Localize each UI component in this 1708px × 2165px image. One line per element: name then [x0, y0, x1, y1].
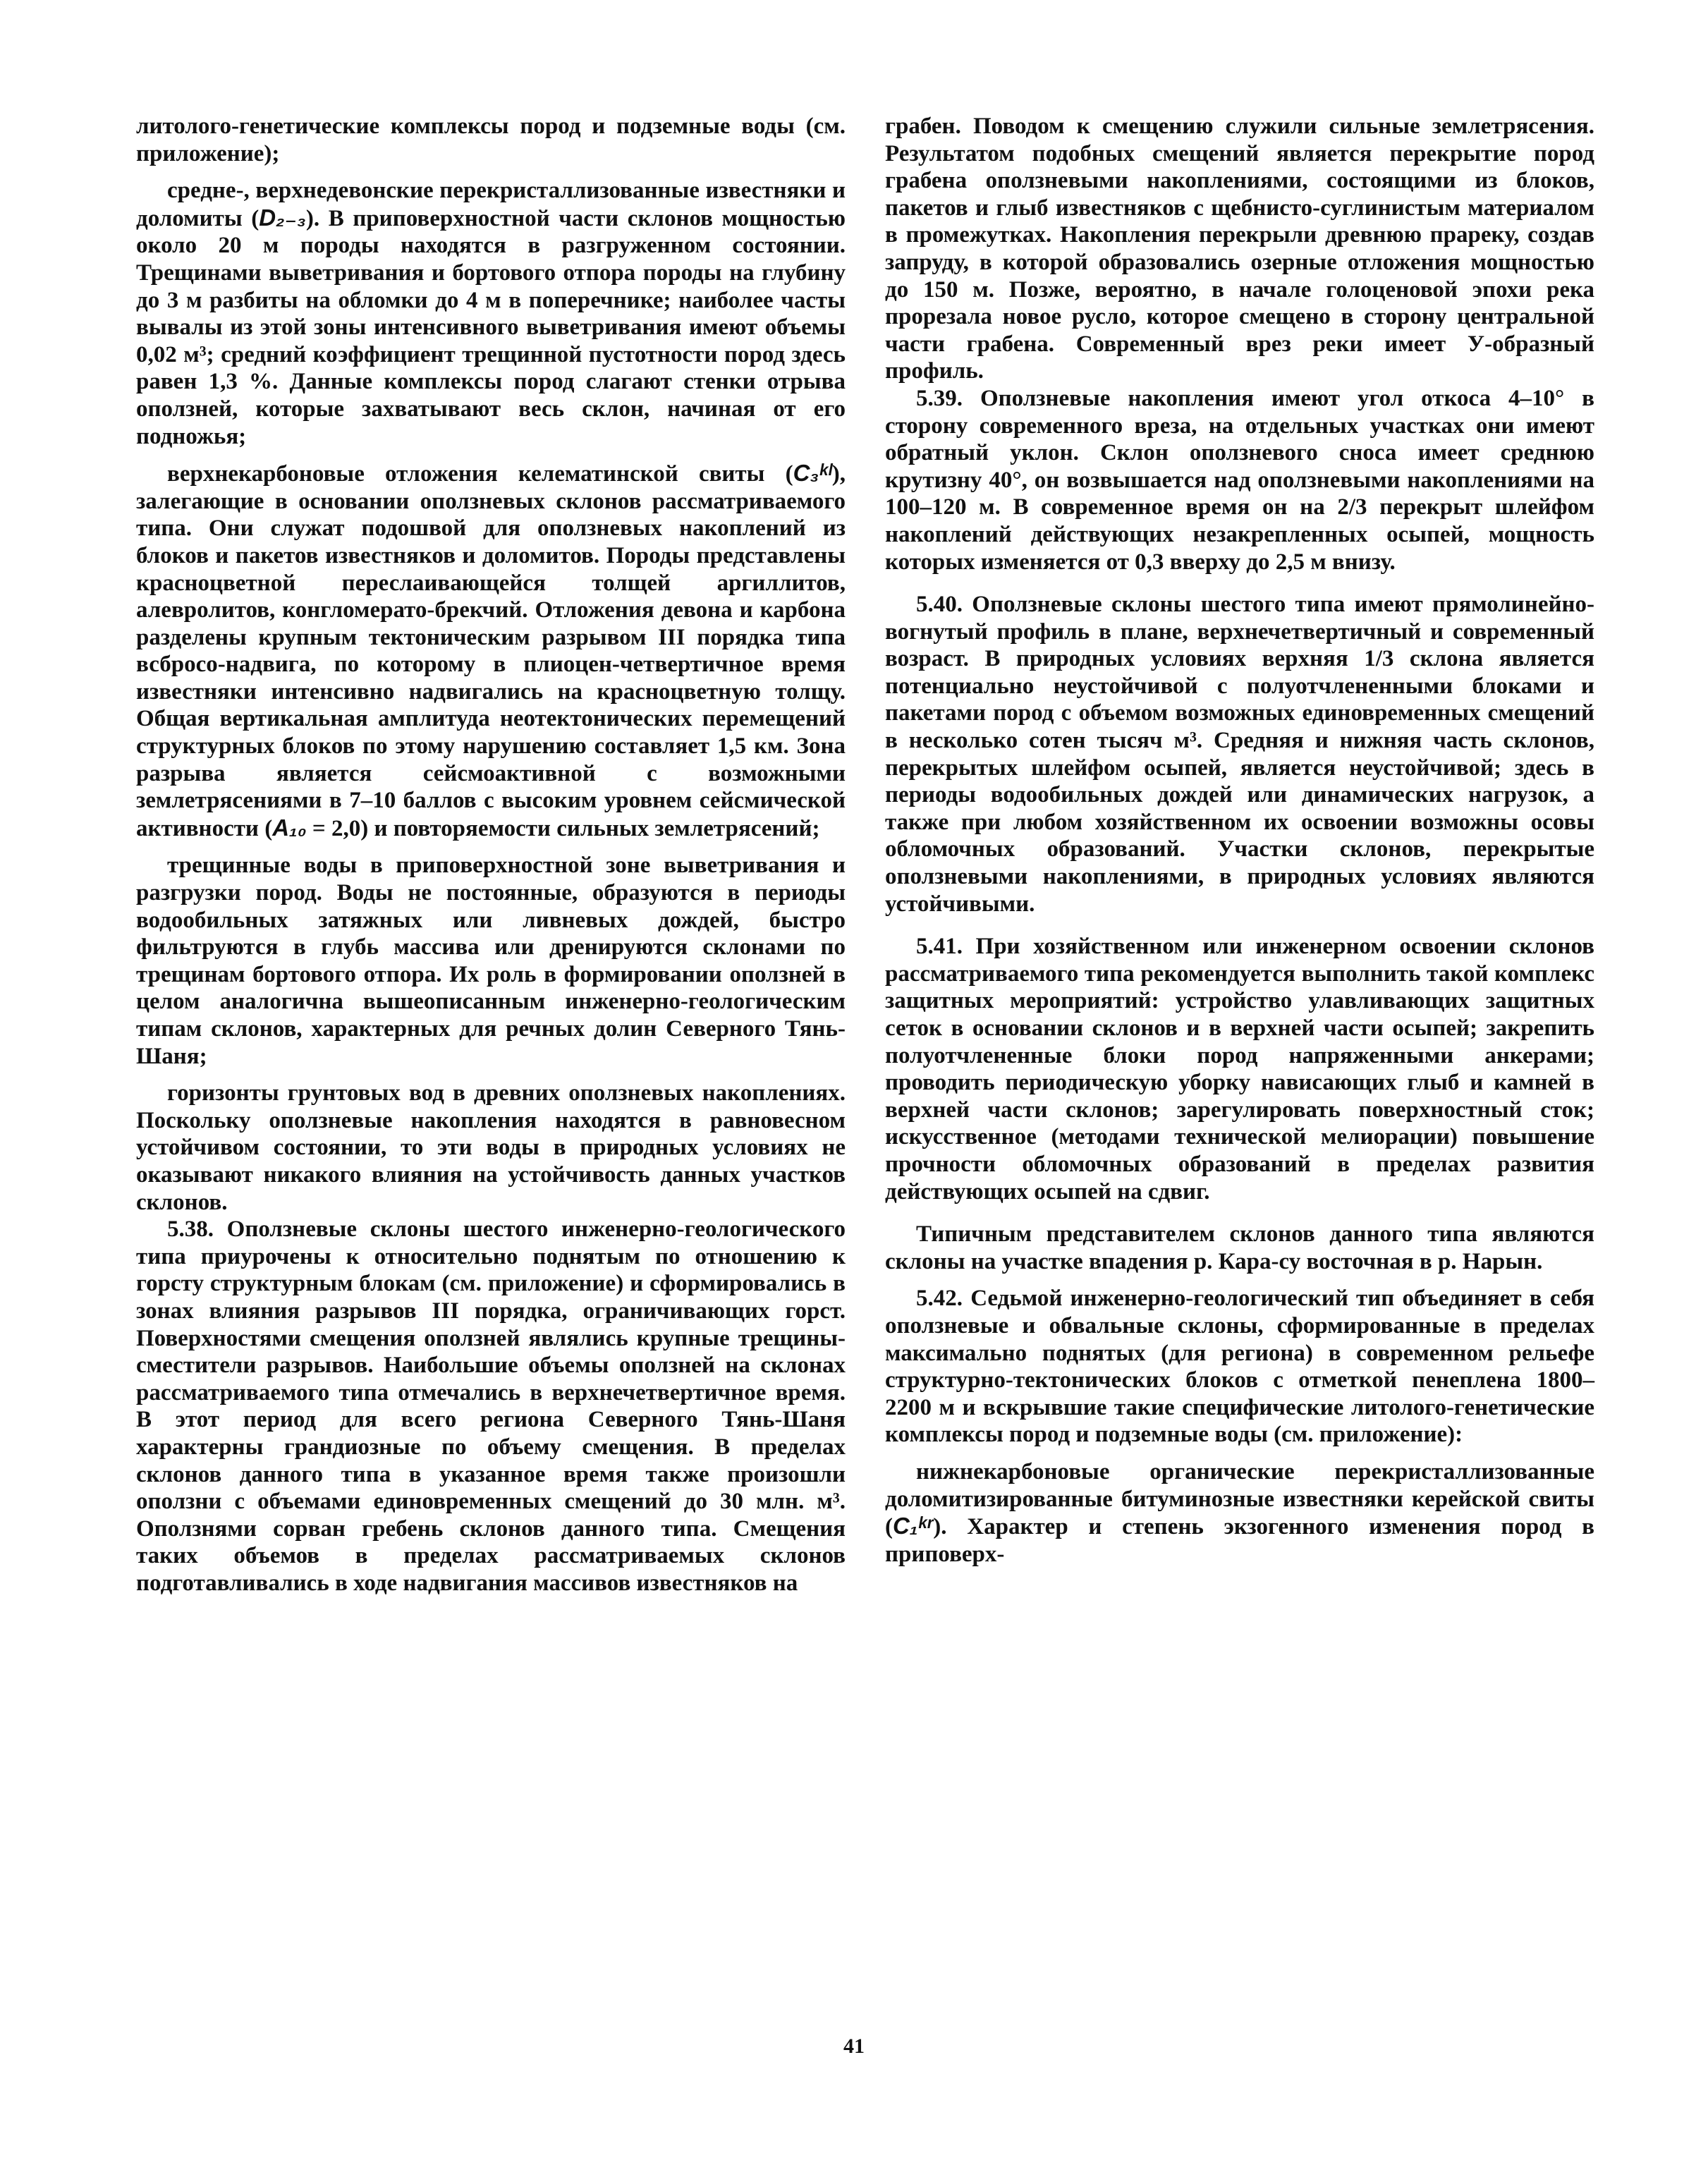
- right-paragraph-2: 5.39. Оползневые накопления имеют угол откоса 4–10° в сторону современного вреза, на отдельных участках они имеют обратный уклон. Склон оползневого сноса имеет среднюю крутизну 40°, он возвышается над оползневыми накоплениями на 100–120 м. В современное время он на 2/3 перекрыт шлейфом накоплений действующих незакрепленных осыпей, мощность которых изменяется от 0,3 вверху до 2,5 м внизу.: [885, 385, 1594, 575]
- right-column: [885, 113, 1594, 1568]
- left-paragraph-6: 5.38. Оползневые склоны шестого инженерно-геологического типа приурочены к относительно поднятым по отношению к горсту структурным блокам (см. приложение) и сформировались в зонах влияния разрывов III порядка, ограничивающих горст. Поверхностями смещения оползней являлись крупные трещины-сместители разрывов. Наибольшие объемы оползней на склонах рассматриваемого типа отмечались в верхнечетвертичное время. В этот период для всего региона Северного Тянь-Шаня характерны грандиозные по объему смещения. В пределах склонов данного типа в указанное время также произошли оползни с объемами единовременных смещений до 30 млн. м³. Оползнями сорван гребень склонов данного типа. Смещения таких объемов в пределах рассматриваемых склонов подготавливались в ходе надвигания массивов известняков на: [136, 1216, 846, 1596]
- left-paragraph-2-text-a: средне-, верхнедевонские перекристаллизованные известняки и доломиты (: [136, 178, 846, 231]
- right-paragraph-1: грабен. Поводом к смещению служили сильные землетрясения. Результатом подобных смещений является перекрытие пород грабена оползневыми накоплениями, состоящими из блоков, пакетов и глыб известняков с щебнисто-суглинистым материалом в промежутках. Накопления перекрыли древнюю прареку, создав запруду, в которой образовались озерные отложения мощностью до 150 м. Позже, вероятно, в начале голоценовой эпохи река прорезала новое русло, которое смещено в сторону центральной части грабена. Современный врез реки имеет У-образный профиль.: [885, 114, 1594, 384]
- right-paragraph-7: [885, 1458, 1594, 1568]
- left-paragraph-3-text-a: верхнекарбоновые отложения келематинской свиты (: [167, 461, 793, 487]
- left-paragraph-2-text-b: ). В приповерхностной части склонов мощностью около 20 м породы находятся в разгруженном состоянии. Трещинами выветривания и бортового отпора породы на глубину до 3 м разбиты на обломки до 4 м в поперечнике; наиболее часты вывалы из этой зоны интенсивного выветривания имеют объемы 0,02 м³; средний коэффициент трещинной пустотности пород здесь равен 1,3 %. Данные комплексы пород слагают стенки отрыва оползней, которые захватывают весь склон, начиная от его подножья;: [136, 205, 846, 449]
- formula-a10: A₁₀: [272, 814, 307, 841]
- right-paragraph-6: 5.42. Седьмой инженерно-геологический тип объединяет в себя оползневые и обвальные склоны, сформированные в пределах максимально поднятых (для региона) в современном рельефе структурно-тектонических блоков с отметкой пенеплена 1800–2200 м и вскрывшие такие специфические литолого-генетические комплексы пород и подземные воды (см. приложение):: [885, 1286, 1594, 1448]
- page-number: 41: [843, 2035, 865, 2058]
- left-paragraph-3-text-c: = 2,0) и повторяемости сильных землетрясений;: [306, 815, 820, 841]
- right-paragraph-7-text-b: ). Характер и степень экзогенного изменения пород в приповерх-: [885, 1514, 1594, 1567]
- right-paragraph-5: Типичным представителем склонов данного типа являются склоны на участке впадения р. Кара-су восточная в р. Нарын.: [885, 1221, 1594, 1274]
- formula-c3-kl: C₃ᵏˡ: [793, 460, 832, 487]
- right-paragraph-4: 5.41. При хозяйственном или инженерном освоении склонов рассматриваемого типа рекомендуется выполнить такой комплекс защитных мероприятий: устройство улавливающих защитных сеток в основании склонов и в верхней части осыпей; закрепить полуотчлененные блоки пород напряженными анкерами; проводить периодическую уборку нависающих глыб и камней в верхней части склонов; зарегулировать поверхностный сток; искусственное (методами технической мелиорации) повышение прочности обломочных образований в пределах развития действующих осыпей на сдвиг.: [885, 934, 1594, 1205]
- left-paragraph-3: [136, 460, 846, 842]
- left-paragraph-3-text-b: ), залегающие в основании оползневых склонов рассматриваемого типа. Они служат подошвой для оползневых накоплений из блоков и пакетов известняков и доломитов. Породы представлены красноцветной переслаивающейся толщей аргиллитов, алевролитов, конгломерато-брекчий. Отложения девона и карбона разделены крупным тектоническим разрывом III порядка типа всбросо-надвига, по которому в плиоцен-четвертичное время известняки интенсивно надвигались на красноцветную толщу. Общая вертикальная амплитуда неотектонических перемещений структурных блоков по этому нарушению составляет 1,5 км. Зона разрыва является сейсмоактивной с возможными землетрясениями в 7–10 баллов с высоким уровнем сейсмической активности (: [136, 461, 846, 841]
- left-paragraph-5: горизонты грунтовых вод в древних оползневых накоплениях. Поскольку оползневые накопления находятся в равновесном устойчивом состоянии, то эти воды в природных условиях не оказывают никакого влияния на устойчивость данных участков склонов.: [136, 1080, 846, 1215]
- left-column: [136, 113, 846, 1597]
- formula-d2-3: D₂₋₃: [259, 204, 306, 231]
- left-paragraph-2: [136, 177, 846, 450]
- right-paragraph-3: 5.40. Оползневые склоны шестого типа имеют прямолинейно-вогнутый профиль в плане, верхнечетвертичный и современный возраст. В природных условиях верхняя 1/3 склона является потенциально неустойчивой с полуотчлененными блоками и пакетами пород с объемом возможных единовременных смещений в несколько сотен тысяч м³. Средняя и нижняя часть склонов, перекрытых шлейфом осыпей, является неустойчивой; здесь в периоды водообильных дождей или динамических нагрузок, а также при любом хозяйственном их освоении возможны осовы обломочных образований. Участки склонов, перекрытые оползневыми накоплениями, в природных условиях являются устойчивыми.: [885, 592, 1594, 917]
- right-paragraph-7-text-a: нижнекарбоновые органические перекристаллизованные доломитизированные битуминозные известняки керейской свиты (: [885, 1458, 1594, 1540]
- left-paragraph-4: трещинные воды в приповерхностной зоне выветривания и разгрузки пород. Воды не постоянные, образуются в периоды водообильных затяжных или ливневых дождей, быстро фильтруются в глубь массива или дренируются склонами по трещинам бортового отпора. Их роль в формировании оползней в целом аналогична вышеописанным инженерно-геологическим типам склонов, характерных для речных долин Северного Тянь-Шаня;: [136, 853, 846, 1069]
- formula-c1-kr: C₁ᵏʳ: [893, 1513, 934, 1539]
- left-paragraph-1: литолого-генетические комплексы пород и подземные воды (см. приложение);: [136, 114, 846, 166]
